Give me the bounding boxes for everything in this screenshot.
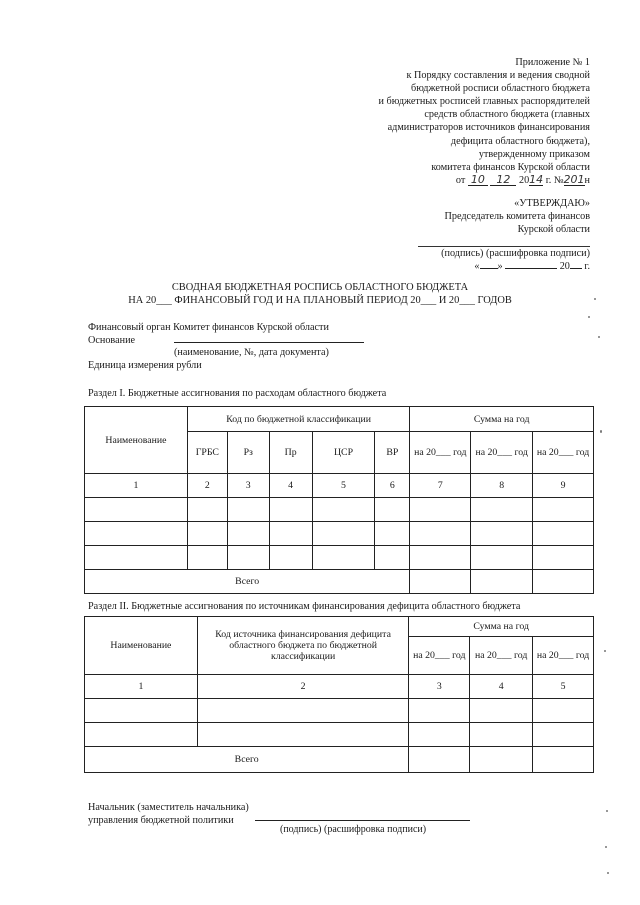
header-source-code: Код источника финансирования дефицита областного бюджета по бюджетной классификации [197,617,409,675]
appendix-line: дефицита областного бюджета), [450,135,590,147]
table-row [85,723,594,747]
total-label: Всего [85,570,410,594]
col-number: 9 [533,474,594,498]
basis-label: Основание [88,334,136,346]
scan-speck [605,846,607,848]
header-year-2: на 20___ год [470,637,533,675]
col-number: 5 [312,474,375,498]
header-year-2: на 20___ год [471,432,533,474]
col-number: 2 [197,675,409,699]
title-line-1: СВОДНАЯ БЮДЖЕТНАЯ РОСПИСЬ ОБЛАСТНОГО БЮДЖЕТА [171,282,469,293]
total-row [85,570,594,594]
header-year-1: на 20___ год [409,637,470,675]
scan-speck [600,430,602,433]
col-number: 1 [85,675,198,699]
approval-signature-caption: (подпись) (расшифровка подписи) [441,248,590,259]
scan-speck [598,336,600,338]
header-vr: ВР [375,432,410,474]
basis-caption: (наименование, №, дата документа) [174,347,329,359]
appendix-line: бюджетной росписи областного бюджета [411,83,590,95]
approval-date-line [310,260,590,273]
footer-signature-block [88,802,249,827]
document-meta [88,322,364,372]
header-rz: Рз [227,432,269,474]
scan-speck [606,810,608,812]
appendix-line: Приложение № 1 [515,57,590,68]
header-csr: ЦСР [312,432,375,474]
basis-row [88,335,364,348]
header-code-group: Код по бюджетной классификации [187,407,410,432]
appendix-line: к Порядку составления и ведения сводной [406,70,590,82]
section-1-title: Раздел I. Бюджетные ассигнования по расходам областного бюджета [88,388,387,399]
col-number: 5 [533,675,594,699]
doc-number-handwritten: 201 [563,172,585,186]
total-row [85,747,594,773]
table-row [85,546,594,570]
total-label: Всего [85,747,409,773]
finance-body-row [88,322,364,335]
section-2-title: Раздел II. Бюджетные ассигнования по источникам финансирования дефицита областного бюджета [88,601,521,612]
column-number-row [85,675,594,699]
order-date-line [310,174,590,187]
basis-blank-line [174,342,364,343]
date-year-suffix: г. [584,261,590,272]
date-prefix: от [455,174,466,186]
column-number-row [85,474,594,498]
header-year-1: на 20___ год [410,432,471,474]
appendix-line: комитета финансов Курской области [431,161,590,173]
approval-heading: «УТВЕРЖДАЮ» [514,198,590,209]
footer-position-line-1: Начальник (заместитель начальника) [88,802,249,813]
deficit-financing-table [84,616,594,773]
document-title [0,281,640,307]
footer-signature-caption: (подпись) (расшифровка подписи) [280,824,427,835]
appendix-line: средств областного бюджета (главных [424,109,590,121]
col-number: 4 [269,474,312,498]
table-row [85,699,594,723]
scan-speck [594,298,596,300]
finance-body-label: Финансовый орган [88,322,171,333]
header-sum-group: Сумма на год [410,407,594,432]
date-month-handwritten: 12 [490,174,516,186]
scan-speck [588,316,590,318]
table-row [85,498,594,522]
date-suffix: г. № [545,174,564,186]
date-close-quote: » [497,261,503,272]
col-number: 1 [85,474,188,498]
col-number: 3 [227,474,269,498]
appendix-line: администраторов источников финансирования [387,122,590,134]
col-number: 4 [470,675,533,699]
appendix-line: и бюджетных росписей главных распорядителей [378,96,590,108]
col-number: 2 [187,474,227,498]
header-grbs: ГРБС [187,432,227,474]
header-year-3: на 20___ год [533,637,594,675]
approval-block [310,197,590,273]
header-name: Наименование [85,407,188,474]
date-open-quote: « [474,261,480,272]
col-number: 8 [471,474,533,498]
col-number: 7 [410,474,471,498]
col-number: 6 [375,474,410,498]
date-year-label: 20 [559,261,570,272]
date-year-prefix: 20 [518,174,530,186]
col-number: 3 [409,675,470,699]
footer-position-line-2: управления бюджетной политики [88,814,234,826]
date-day-handwritten: 10 [468,174,488,186]
table-row [85,522,594,546]
expenditures-table [84,406,594,594]
header-pr: Пр [269,432,312,474]
finance-body-value: Комитет финансов Курской области [173,322,329,333]
header-year-3: на 20___ год [533,432,594,474]
header-sum-group: Сумма на год [409,617,594,637]
scan-speck [607,872,609,874]
approval-position: Председатель комитета финансов [444,211,590,222]
footer-signature-line [255,820,470,821]
number-suffix: н [584,174,590,186]
appendix-block [310,56,590,187]
approval-region: Курской области [517,224,590,235]
header-name: Наименование [85,617,198,675]
scan-speck [604,650,606,652]
unit-of-measure: Единица измерения рубли [88,359,202,371]
title-line-2: НА 20___ ФИНАНСОВЫЙ ГОД И НА ПЛАНОВЫЙ ПЕРИОД 20___ И 20___ ГОДОВ [128,295,512,306]
date-year-handwritten: 14 [529,172,544,186]
appendix-line: утвержденному приказом [478,148,590,160]
